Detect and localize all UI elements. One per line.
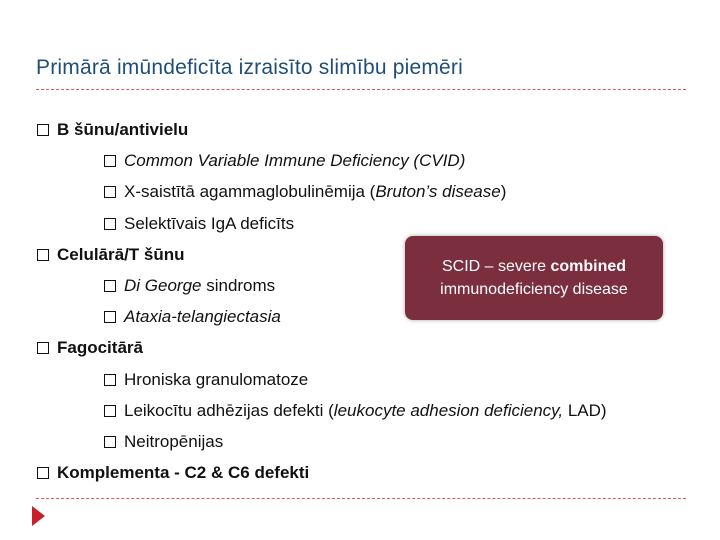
bullet-text-segment: Di George	[124, 276, 202, 295]
slide-title: Primārā imūndeficīta izraisīto slimību piemēri	[36, 56, 463, 79]
disease-bullet	[104, 150, 465, 172]
bullet-text	[57, 245, 185, 264]
bullet-text-segment: - C2 & C6 defekti	[169, 463, 310, 483]
disease-bullet	[104, 400, 607, 422]
bullet-text-segment: B šūnu/antivielu	[57, 120, 189, 139]
bullet-text-segment: Common Variable Immune Deficiency (CVID)	[124, 151, 466, 171]
checkbox-bullet-icon	[37, 124, 49, 136]
scid-callout-box	[405, 236, 663, 320]
bullet-text	[124, 276, 275, 295]
bullet-text-segment: Bruton’s disease	[375, 182, 501, 202]
bullet-text	[124, 214, 294, 233]
checkbox-bullet-icon	[104, 311, 116, 323]
footer-divider	[36, 498, 686, 499]
checkbox-bullet-icon	[37, 342, 49, 354]
bullet-text-segment: sindroms	[201, 276, 276, 295]
checkbox-bullet-icon	[37, 467, 49, 479]
bullet-text	[124, 307, 281, 326]
checkbox-bullet-icon	[104, 405, 116, 417]
checkbox-bullet-icon	[37, 249, 49, 261]
bullet-text-segment: leukocyte adhesion deficiency,	[333, 400, 564, 420]
bullet-text-segment: LAD)	[563, 400, 607, 420]
callout-bold-text: combined	[550, 258, 627, 275]
bullet-text-segment: Leikocītu adhēzijas defekti (	[124, 400, 334, 420]
checkbox-bullet-icon	[104, 155, 116, 167]
bullet-text	[124, 432, 223, 451]
bullet-text-segment: Celulārā/T šūnu	[57, 244, 185, 264]
category-bullet	[37, 462, 309, 484]
checkbox-bullet-icon	[104, 218, 116, 230]
bullet-text-segment: Selektīvais IgA deficīts	[124, 213, 295, 233]
bullet-text	[57, 338, 143, 357]
checkbox-bullet-icon	[104, 186, 116, 198]
checkbox-bullet-icon	[104, 436, 116, 448]
bullet-text-segment: Komplementa	[57, 463, 170, 483]
category-bullet	[37, 337, 143, 359]
disease-bullet	[104, 181, 506, 203]
bullet-text	[57, 463, 309, 482]
category-bullet	[37, 244, 185, 266]
checkbox-bullet-icon	[104, 374, 116, 386]
callout-line-2: immunodeficiency disease	[440, 281, 628, 298]
callout-line-1	[405, 255, 663, 278]
bullet-text	[124, 151, 465, 170]
checkbox-bullet-icon	[104, 280, 116, 292]
bullet-text-segment: Hroniska granulomatoze	[124, 369, 309, 389]
disease-bullet	[104, 213, 294, 235]
bullet-text-segment: Neitropēnijas	[124, 432, 224, 451]
disease-bullet	[104, 431, 223, 453]
bullet-text-segment: Fagocitārā	[57, 338, 143, 358]
bullet-text-segment: X-saistītā agammaglobulinēmija (	[124, 182, 376, 202]
bullet-text	[57, 120, 188, 139]
bullet-text-segment: Ataxia-telangiectasia	[124, 307, 281, 327]
bullet-text	[124, 401, 607, 420]
disease-bullet	[104, 275, 275, 297]
bullet-text	[124, 182, 506, 201]
callout-text: SCID – severe	[441, 258, 551, 275]
category-bullet	[37, 119, 188, 141]
play-arrow-icon[interactable]	[32, 506, 45, 526]
bullet-text-segment: )	[500, 182, 507, 202]
disease-bullet	[104, 369, 308, 391]
disease-bullet	[104, 306, 281, 328]
bullet-text	[124, 370, 308, 389]
